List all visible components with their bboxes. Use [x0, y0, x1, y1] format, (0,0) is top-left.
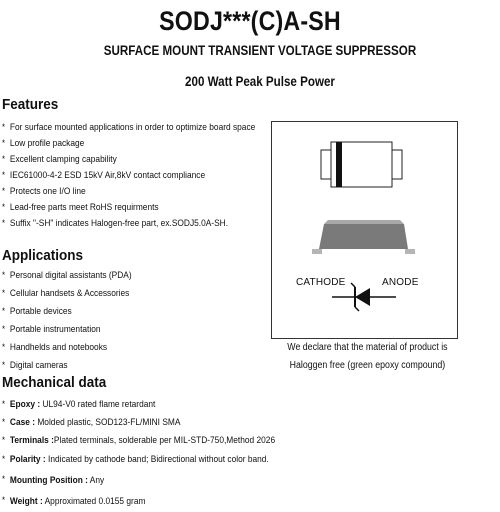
mechanical-value: UL94-V0 rated flame retardant	[40, 399, 156, 410]
mechanical-label: Weight :	[9, 496, 43, 507]
package-lead-left	[321, 150, 331, 179]
package-body-3d	[319, 224, 408, 249]
mechanical-item	[2, 432, 275, 450]
mechanical-item	[2, 491, 275, 512]
features-list-container	[2, 120, 255, 232]
applications-list	[2, 267, 132, 375]
package-foot-left	[312, 249, 322, 254]
mechanical-value: Approximated 0.0155 gram	[42, 496, 146, 507]
anode-label: ANODE	[382, 277, 419, 288]
feature-item: * Excellent clamping capability	[2, 152, 255, 168]
mechanical-heading: Mechanical data	[2, 374, 107, 391]
document-title: SODJ***(C)A-SH	[159, 6, 341, 36]
mechanical-value: Any	[87, 475, 105, 486]
applications-list-container	[2, 267, 132, 375]
feature-item: * IEC61000-4-2 ESD 15kV Air,8kV contact compliance	[2, 168, 255, 184]
document-subtitle: SURFACE MOUNT TRANSIENT VOLTAGE SUPPRESSOR	[103, 43, 417, 58]
mechanical-label: Case :	[9, 417, 36, 428]
application-item: * Handhelds and notebooks	[2, 339, 132, 357]
cathode-label: CATHODE	[296, 277, 346, 288]
mechanical-item	[2, 450, 275, 470]
features-heading: Features	[2, 96, 59, 113]
cathode-band	[336, 142, 342, 187]
mechanical-list-container	[2, 396, 275, 512]
feature-item: * Protects one I/O line	[2, 184, 255, 200]
application-item: * Portable devices	[2, 303, 132, 321]
mechanical-label: Epoxy :	[9, 399, 41, 410]
feature-item: * Lead-free parts meet RoHS requirments	[2, 200, 255, 216]
application-item: * Digital cameras	[2, 357, 132, 375]
mechanical-list	[2, 396, 275, 512]
package-side-view	[312, 220, 415, 254]
feature-item: * Suffix "-SH" indicates Halogen-free part, ex.SODJ5.0A-SH.	[2, 216, 255, 232]
mechanical-item	[2, 414, 275, 432]
peak-power-subtitle: 200 Watt Peak Pulse Power	[185, 74, 335, 89]
application-item: * Personal digital assistants (PDA)	[2, 267, 132, 285]
mechanical-item	[2, 396, 275, 414]
feature-item: * For surface mounted applications in order to optimize board space	[2, 120, 255, 136]
application-item: * Cellular handsets & Accessories	[2, 285, 132, 303]
declaration-line-2: Haloggen free (green epoxy compound)	[289, 360, 446, 371]
mechanical-label: Mounting Position :	[9, 475, 88, 486]
package-figure	[271, 121, 458, 339]
mechanical-value: Plated terminals, solderable per MIL-STD-750,Method 2026	[53, 435, 276, 446]
package-top-face	[324, 220, 404, 224]
applications-heading: Applications	[2, 247, 84, 264]
mechanical-value: Molded plastic, SOD123-FL/MINI SMA	[35, 417, 181, 428]
package-foot-right	[405, 249, 415, 254]
application-item: * Portable instrumentation	[2, 321, 132, 339]
package-drawing	[272, 122, 457, 338]
declaration-line-1: We declare that the material of product is	[287, 342, 448, 353]
mechanical-label: Terminals :	[9, 435, 54, 446]
package-lead-right	[392, 150, 402, 179]
mechanical-item	[2, 470, 275, 491]
package-top-view	[321, 142, 402, 187]
feature-item: * Low profile package	[2, 136, 255, 152]
mechanical-value: Indicated by cathode band; Bidirectional without color band.	[45, 454, 269, 465]
features-list	[2, 120, 255, 232]
mechanical-label: Polarity :	[9, 454, 46, 465]
